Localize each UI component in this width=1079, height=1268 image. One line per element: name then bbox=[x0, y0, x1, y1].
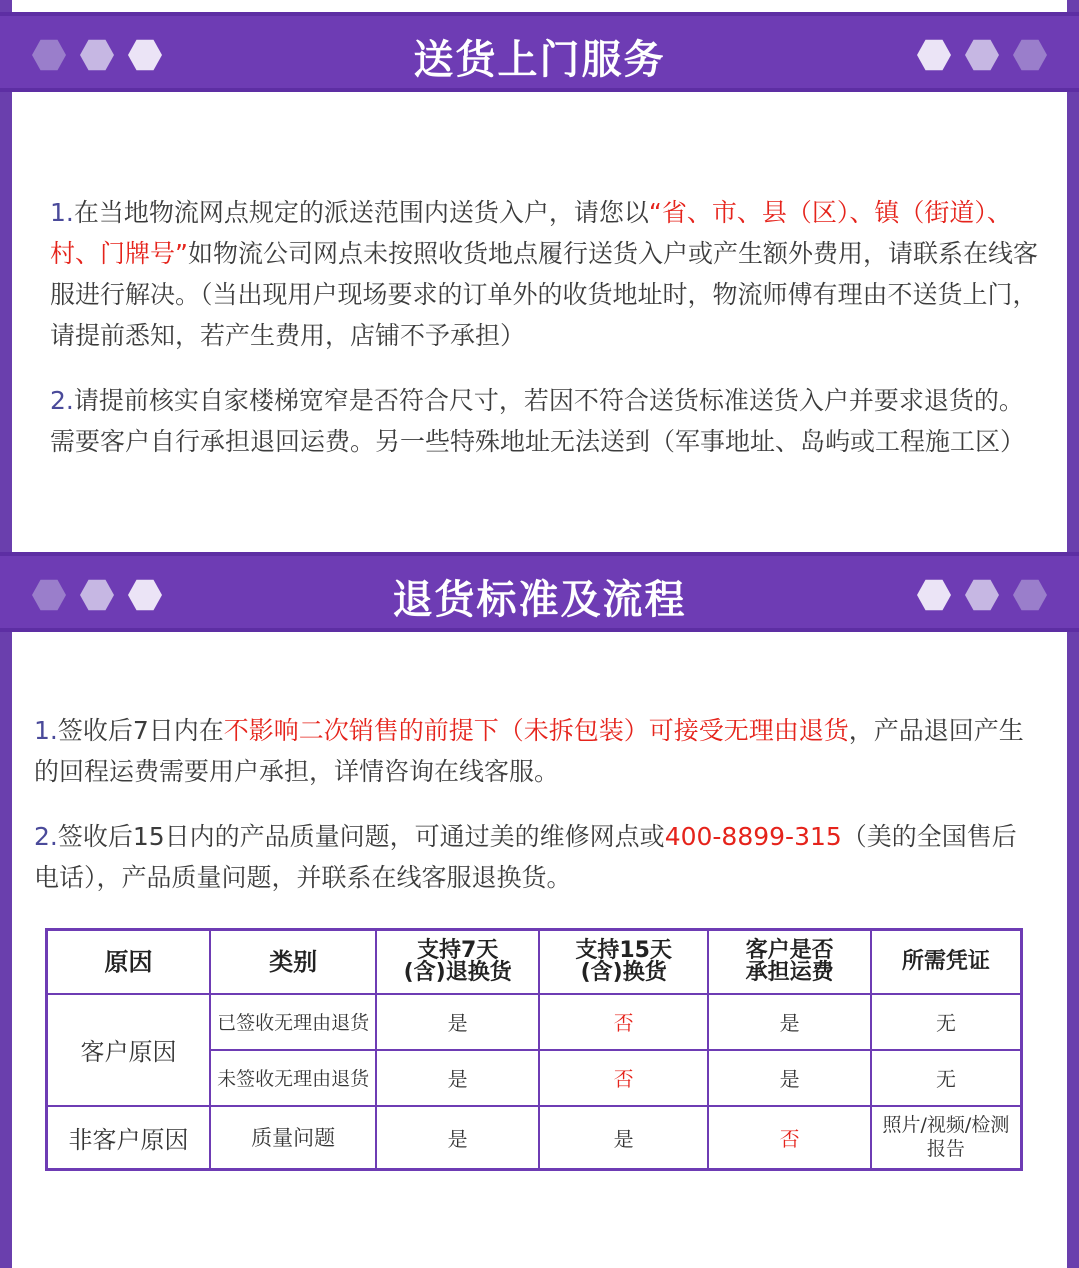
cell-fee: 是 bbox=[708, 994, 870, 1050]
paragraph-text: 如物流公司网点未按照收货地点履行送货入户或产生额外费用，请联系在线客服进行解决。（当出现用户现场要求的订单外的收货地址时，物流师傅有理由不送货上门，请提前悉知，若产生费用，店铺不予承担） bbox=[50, 239, 1038, 350]
section-title: 退货标准及流程 bbox=[392, 577, 687, 623]
delivery-paragraph-2 bbox=[50, 380, 1040, 462]
service-phone[interactable]: 400-8899-315 bbox=[664, 822, 842, 851]
hexagon-icon bbox=[917, 38, 951, 72]
hexagon-icon bbox=[965, 38, 999, 72]
paragraph-text: 签收后7日内在 bbox=[57, 716, 224, 745]
address-highlight: “省、市、县（区）、镇（街道）、村、门牌号” bbox=[50, 198, 1012, 268]
decor-dots-right bbox=[917, 578, 1047, 612]
cell-fee: 是 bbox=[708, 1050, 870, 1106]
cell-reason: 客户原因 bbox=[47, 994, 210, 1106]
header-reason: 原因 bbox=[47, 930, 210, 994]
header-15day: 支持15天 (含)换货 bbox=[539, 930, 709, 994]
section-title: 送货上门服务 bbox=[413, 37, 666, 83]
table-row bbox=[47, 994, 1022, 1050]
cell-proof: 照片/视频/检测报告 bbox=[871, 1106, 1022, 1170]
paragraph-text: 在当地物流网点规定的派送范围内送货入户，请您以 bbox=[73, 198, 649, 227]
header-category: 类别 bbox=[210, 930, 376, 994]
hexagon-icon bbox=[917, 578, 951, 612]
table-row bbox=[47, 1106, 1022, 1170]
cell-15day: 是 bbox=[539, 1106, 709, 1170]
cell-category: 质量问题 bbox=[210, 1106, 376, 1170]
cell-fee: 否 bbox=[708, 1106, 870, 1170]
cell-proof: 无 bbox=[871, 1050, 1022, 1106]
header-proof: 所需凭证 bbox=[871, 930, 1022, 994]
hexagon-icon bbox=[1013, 38, 1047, 72]
list-number: 2. bbox=[34, 822, 58, 851]
paragraph-text: 请提前核实自家楼梯宽窄是否符合尺寸，若因不符合送货标准送货入户并要求退货的。需要客户自行承担退回运费。另一些特殊地址无法送到（军事地址、岛屿或工程施工区） bbox=[50, 386, 1026, 456]
cell-7day: 是 bbox=[376, 1050, 539, 1106]
paragraph-text: （美的全国售后电话），产品质量问题，并联系在线客服退换货。 bbox=[34, 822, 1017, 892]
cell-7day: 是 bbox=[376, 994, 539, 1050]
paragraph-text: ，产品退回产生的回程运费需要用户承担，详情咨询在线客服。 bbox=[34, 716, 1024, 786]
paragraph-text: 签收后15日内的产品质量问题，可通过美的维修网点或 bbox=[57, 822, 665, 851]
cell-15day: 否 bbox=[539, 994, 709, 1050]
cell-7day: 是 bbox=[376, 1106, 539, 1170]
condition-highlight: 不影响二次销售的前提下（未拆包装）可接受无理由退货 bbox=[223, 716, 849, 745]
returns-paragraph-2 bbox=[34, 816, 1034, 898]
delivery-paragraph-1 bbox=[50, 192, 1040, 356]
decor-dots-right bbox=[917, 38, 1047, 72]
header-fee: 客户是否 承担运费 bbox=[708, 930, 870, 994]
cell-category: 已签收无理由退货 bbox=[210, 994, 376, 1050]
cell-category: 未签收无理由退货 bbox=[210, 1050, 376, 1106]
list-number: 1. bbox=[50, 198, 74, 227]
returns-paragraph-1 bbox=[34, 710, 1034, 792]
hexagon-icon bbox=[1013, 578, 1047, 612]
hexagon-icon bbox=[965, 578, 999, 612]
list-number: 2. bbox=[50, 386, 74, 415]
cell-reason: 非客户原因 bbox=[47, 1106, 210, 1170]
section-header-delivery bbox=[0, 12, 1079, 92]
section-header-returns bbox=[0, 552, 1079, 632]
table-header-row bbox=[47, 930, 1022, 994]
cell-proof: 无 bbox=[871, 994, 1022, 1050]
list-number: 1. bbox=[34, 716, 58, 745]
header-7day: 支持7天 (含)退换货 bbox=[376, 930, 539, 994]
return-policy-table bbox=[45, 928, 1023, 1171]
cell-15day: 否 bbox=[539, 1050, 709, 1106]
